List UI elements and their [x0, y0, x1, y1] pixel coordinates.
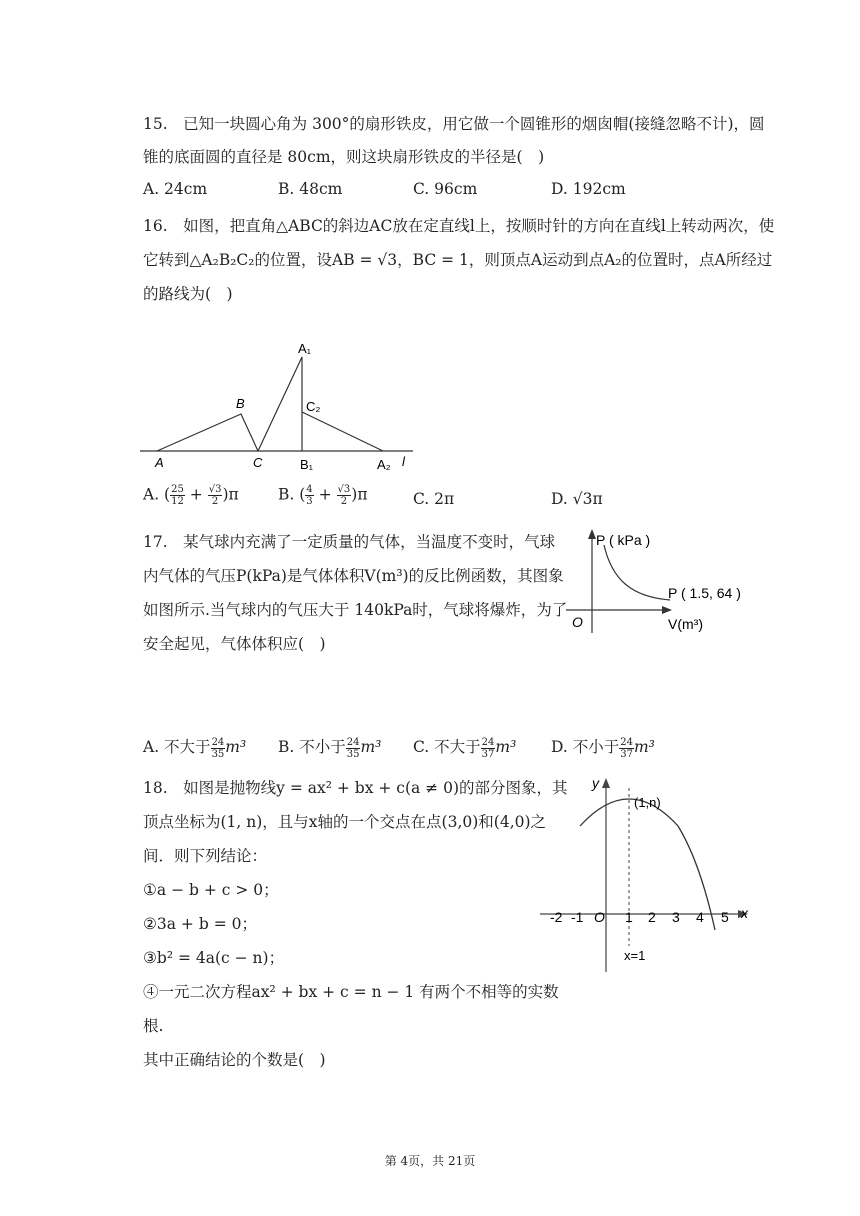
label-a2: A₂: [377, 457, 391, 472]
q17-option-b: B. 不小于 $\frac{24}{35}$ m³: [278, 736, 382, 760]
q15-option-c: C. 96cm: [413, 180, 478, 198]
q15-option-a: A. 24cm: [143, 180, 208, 198]
q16-option-c: C. 2π: [413, 490, 455, 508]
tick-2: 2: [648, 909, 656, 925]
q18-parabola-graph: [540, 770, 755, 980]
q16-option-b: B. ( $\frac{4}{3}$ + $\frac{√3}{2}$ )π: [278, 484, 368, 507]
tick-4: 4: [696, 909, 704, 925]
label-c: C: [253, 455, 263, 470]
q18-line3: 间．则下列结论：: [143, 847, 268, 865]
q17-line4: 安全起见，气体体积应( ): [143, 635, 326, 653]
q17-option-d: D. 不小于 $\frac{24}{37}$ m³: [551, 736, 655, 760]
q16-line1: 16. 如图，把直角△ABC的斜边AC放在定直线l上，按顺时针的方向在直线l上转动两次，使: [143, 217, 775, 235]
q16-option-a: A. ( $\frac{25}{12}$ + $\frac{√3}{2}$ )π: [143, 484, 239, 507]
label-x: x: [741, 905, 748, 921]
tick-origin: O: [594, 909, 605, 925]
label-a1: A₁: [298, 341, 312, 356]
q16-line2: 它转到△A₂B₂C₂的位置，设AB = √3，BC = 1，则顶点A运动到点A₂的位置时，点A所经过: [143, 251, 773, 269]
q15-option-b: B. 48cm: [278, 180, 343, 198]
label-y: y: [592, 775, 599, 791]
label-b: B: [236, 396, 245, 411]
q17-line3: 如图所示.当气球内的气压大于 140kPa时，气球将爆炸，为了: [143, 601, 568, 619]
tick-neg2: -2: [550, 909, 563, 925]
q18-conclusion-4: ④一元二次方程ax² + bx + c = n − 1 有两个不相等的实数: [143, 983, 559, 1001]
tick-1: 1: [625, 909, 633, 925]
q17-line1: 17. 某气球内充满了一定质量的气体，当温度不变时，气球: [143, 533, 556, 551]
q16-rotation-figure: [135, 335, 425, 475]
q16-line3: 的路线为( ): [143, 285, 233, 303]
q18-line1: 18. 如图是抛物线y = ax² + bx + c(a ≠ 0)的部分图象，其: [143, 779, 568, 797]
tick-5: 5: [721, 909, 729, 925]
label-l: l: [402, 454, 405, 469]
label-b1: B₁: [300, 457, 314, 472]
label-a: A: [155, 455, 164, 470]
label-p-kpa: P ( kPa ): [596, 532, 651, 548]
q15-option-d: D. 192cm: [551, 180, 626, 198]
q18-conclusion-2: ②3a + b = 0；: [143, 915, 257, 933]
tick-3: 3: [672, 909, 680, 925]
label-c2: C₂: [306, 399, 321, 414]
q18-conclusion-1: ①a − b + c > 0；: [143, 881, 279, 899]
q18-line2: 顶点坐标为(1, n)，且与x轴的一个交点在点(3,0)和(4,0)之: [143, 813, 547, 831]
page-footer: 第 4页，共 21页: [384, 1154, 476, 1168]
q15-line2: 锥的底面圆的直径是 80cm，则这块扇形铁皮的半径是( ): [143, 148, 545, 166]
q17-line2: 内气体的气压P(kPa)是气体体积V(m³)的反比例函数，其图象: [143, 567, 564, 585]
label-vertex: (1,n): [634, 795, 661, 810]
q18-conclusion-3: ③b² = 4a(c − n)；: [143, 949, 285, 967]
q17-pressure-graph: [560, 525, 760, 640]
label-origin: O: [572, 614, 583, 630]
q18-conclusion-4-cont: 根.: [143, 1017, 164, 1035]
label-point: P ( 1.5, 64 ): [668, 585, 741, 601]
q17-option-c: C. 不大于 $\frac{24}{37}$ m³: [413, 736, 517, 760]
tick-neg1: -1: [571, 909, 584, 925]
q15-line1: 15. 已知一块圆心角为 300°的扇形铁皮，用它做一个圆锥形的烟囱帽(接缝忽略不计)，圆: [143, 115, 765, 133]
q16-option-d: D. √3π: [551, 490, 603, 508]
q17-option-a: A. 不大于 $\frac{24}{35}$ m³: [143, 736, 247, 760]
label-axis: x=1: [624, 948, 646, 963]
label-v: V(m³): [668, 616, 703, 632]
q18-question: 其中正确结论的个数是( ): [143, 1051, 326, 1069]
